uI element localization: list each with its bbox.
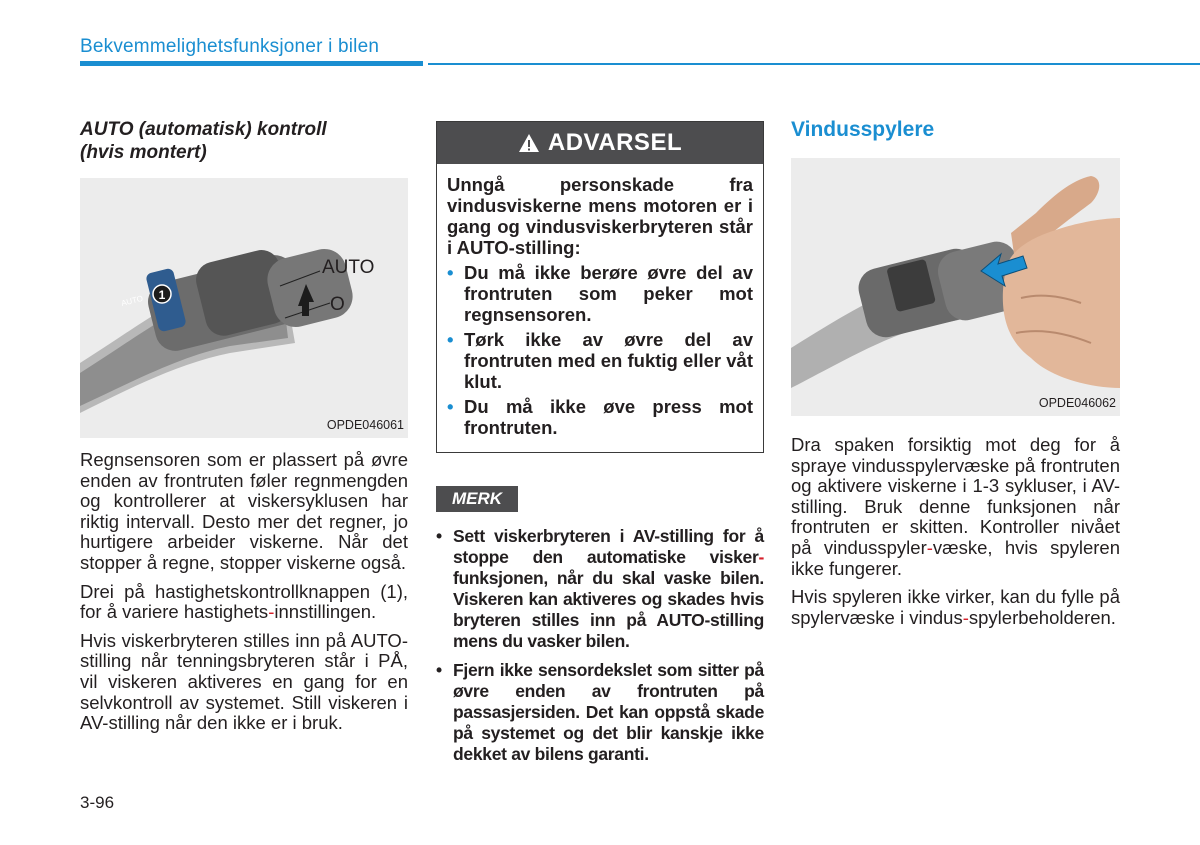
warning-box xyxy=(436,121,764,453)
note-item xyxy=(436,660,764,765)
warning-item xyxy=(447,329,753,392)
p2-text-b: innstillingen. xyxy=(274,601,377,623)
note-tag: MERK xyxy=(436,486,518,512)
warning-intro: Unngå personskade fra vindusviskerne mens motoren er i gang og vindusviskerbryteren står i AUTO-stilling: xyxy=(447,174,753,258)
figure-code: OPDE046062 xyxy=(1038,396,1116,410)
warning-item xyxy=(447,262,753,325)
note-item-text: Fjern ikke sensordekslet som sitter på øvre enden av frontruten på passasjersiden. Det kan oppstå skade på systemet og det blir kanskje ikke dekket av bilens garanti. xyxy=(453,660,764,764)
svg-text:AUTO: AUTO xyxy=(120,293,144,308)
page-header-title: Bekvemmelighetsfunksjoner i bilen xyxy=(80,36,380,57)
header-rule-thin xyxy=(428,63,1200,65)
label-o: O xyxy=(330,294,345,315)
hyphen-mark: - xyxy=(962,606,969,628)
hyphen-mark: - xyxy=(758,547,764,567)
p1-text-b: væske, hvis spyleren ikke fungerer. xyxy=(791,536,1121,579)
wiper-lever-figure-auto xyxy=(80,178,408,438)
washer-lever-figure xyxy=(791,158,1120,416)
warning-item-text: Du må ikke øve press mot frontruten. xyxy=(464,396,753,438)
hyphen-mark: - xyxy=(926,536,933,558)
p2-text-a: Hvis spyleren ikke virker, kan du fylle på spylervæske i vindus xyxy=(791,586,1120,628)
bullet-icon: • xyxy=(447,396,454,417)
p2-text-b: spylerbeholderen. xyxy=(968,606,1116,628)
header-rule-thick xyxy=(80,61,423,66)
paragraph-washer-refill xyxy=(791,587,1120,628)
warning-body xyxy=(437,164,763,452)
washer-lever-illustration xyxy=(791,158,1120,416)
heading-line-2: (hvis montert) xyxy=(80,142,207,163)
warning-item-text: Du må ikke berøre øvre del av frontruten som peker mot regnsensoren. xyxy=(464,262,753,325)
note-item xyxy=(436,526,764,652)
bullet-icon: • xyxy=(436,660,443,680)
warning-title: ADVARSEL xyxy=(547,129,683,156)
p2-text-a: Drei på hastighetskontrollknappen (1), for å variere hastighets xyxy=(80,580,408,623)
page-number: 3-96 xyxy=(80,793,115,812)
heading-line-1: AUTO (automatisk) kontroll xyxy=(80,119,327,140)
bullet-icon: • xyxy=(436,526,443,546)
auto-control-heading xyxy=(80,118,408,164)
note-text-a: Sett viskerbryteren i AV-stilling for å stoppe den automatiske visker xyxy=(453,526,764,567)
p1-text-a: Dra spaken forsiktig mot deg for å spraye vindusspylervæske på frontruten og aktivere viskerne i 1-3 sykluser, i AV-stilling. Bruk denne funksjonen når frontruten er skitten. Kontroller nivået på vindusspyler xyxy=(791,434,1120,558)
figure-code: OPDE046061 xyxy=(326,418,404,432)
bullet-icon: • xyxy=(447,262,454,283)
paragraph-auto-position: Hvis viskerbryteren stilles inn på AUTO- stilling når tenningsbryteren står i PÅ, vil viskeren aktiveres en gang for en selvkontroll av systemet. Still viskeren i AV-stilling når den ikke er i bruk. xyxy=(80,629,408,734)
right-column xyxy=(791,118,1120,636)
hyphen-mark: - xyxy=(268,601,275,623)
warning-item xyxy=(447,396,753,438)
bullet-icon: • xyxy=(447,329,454,350)
paragraph-washer-use xyxy=(791,435,1120,579)
note-item-text xyxy=(453,526,764,652)
warning-item-text: Tørk ikke av øvre del av frontruten med en fuktig eller våt klut. xyxy=(464,329,753,392)
label-auto: AUTO xyxy=(322,257,375,278)
wiper-lever-illustration xyxy=(80,178,408,438)
note-text-b: funksjonen, når du skal vaske bilen. Viskeren kan aktiveres og skades hvis bryteren stilles inn på AUTO-stilling mens du vasker bilen. xyxy=(453,568,764,651)
left-column xyxy=(80,118,408,742)
warning-header xyxy=(437,122,763,164)
warning-triangle-icon xyxy=(518,133,540,153)
paragraph-speed-knob xyxy=(80,582,408,623)
callout-1: 1 xyxy=(158,288,166,302)
middle-column xyxy=(436,121,764,773)
paragraph-rain-sensor: Regnsensoren som er plassert på øvre enden av frontruten føler regnmengden og kontrollerer at viskersyklusen har riktig intervall. Desto mer det regner, jo hurtigere arbeider viskerne. Når det stopper å regne, stopper viskerne også. xyxy=(80,449,408,573)
washer-section-title: Vindusspylere xyxy=(791,118,935,141)
